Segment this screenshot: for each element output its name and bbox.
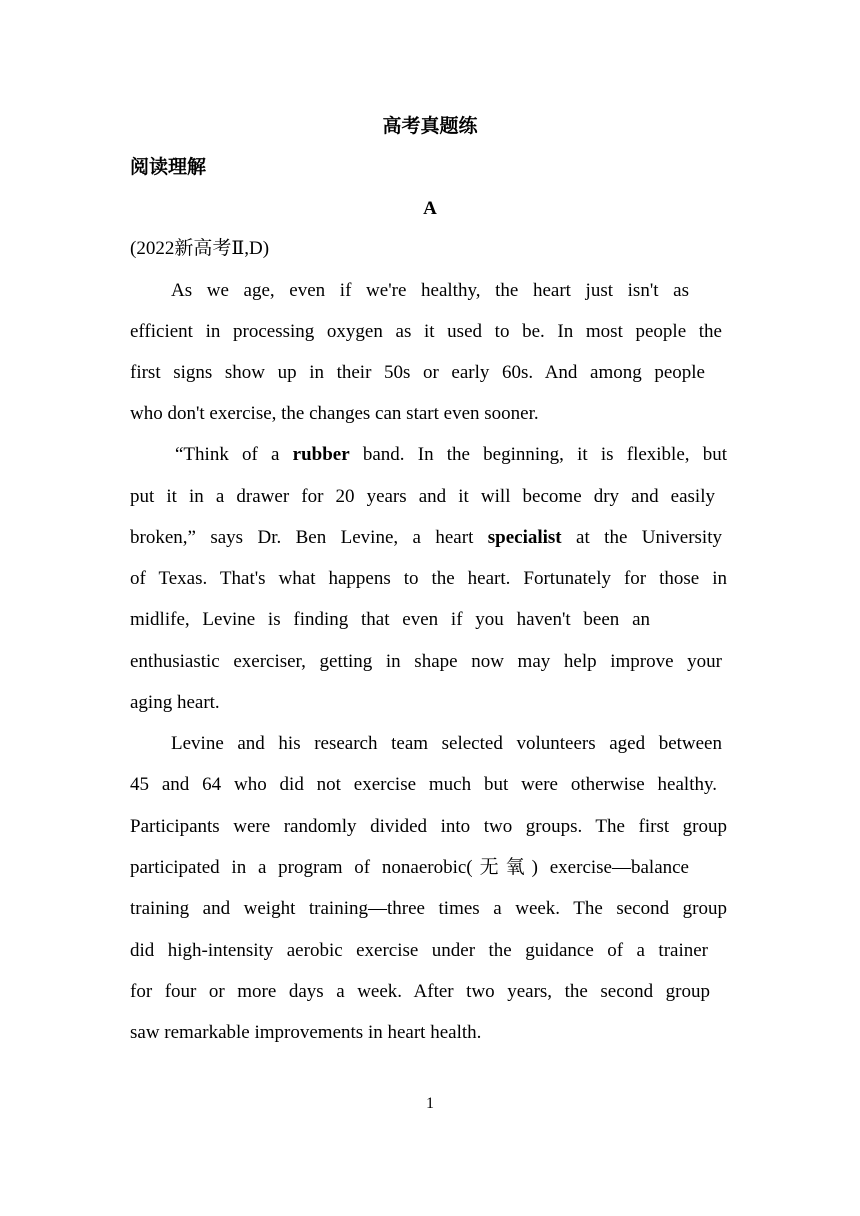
text-line: who don't exercise, the changes can start even sooner. (130, 403, 539, 424)
text-line: for four or more days a week. After two years, the second group (130, 981, 710, 1002)
text-run: at the University (561, 527, 722, 548)
page-number: 1 (426, 1095, 434, 1112)
text-run: band. In the beginning, it is flexible, but (349, 444, 727, 465)
text-line: aging heart. (130, 692, 220, 713)
text-line: did high-intensity aerobic exercise under the guidance of a trainer (130, 940, 708, 961)
text-line: enthusiastic exerciser, getting in shape now may help improve your (130, 651, 722, 672)
bold-word: rubber (292, 444, 350, 465)
source-citation: (2022新高考Ⅱ,D) (130, 238, 270, 259)
text-run: broken,” says Dr. Ben Levine, a heart (130, 527, 488, 548)
text-line: put it in a drawer for 20 years and it will become dry and easily (130, 486, 715, 507)
text-line: participated in a program of nonaerobic(无氧) exercise—balance (130, 857, 689, 878)
bold-word: specialist (487, 527, 562, 548)
text-line: As we age, even if we're healthy, the heart just isn't as (171, 280, 689, 301)
text-line: training and weight training—three times a week. The second group (130, 898, 727, 919)
text-line: midlife, Levine is finding that even if you haven't been an (130, 609, 650, 630)
passage-label: A (423, 198, 437, 219)
text-line: saw remarkable improvements in heart health. (130, 1022, 482, 1043)
text-line: Levine and his research team selected volunteers aged between (171, 733, 722, 754)
text-line: efficient in processing oxygen as it used to be. In most people the (130, 321, 722, 342)
section-heading: 阅读理解 (130, 156, 207, 178)
text-run: “Think of a (175, 444, 293, 465)
text-line (130, 525, 722, 551)
text-line: first signs show up in their 50s or early 60s. And among people (130, 362, 705, 383)
text-line: 45 and 64 who did not exercise much but were otherwise healthy. (130, 774, 717, 795)
page-title: 高考真题练 (382, 115, 478, 137)
text-line: Participants were randomly divided into two groups. The first group (130, 816, 727, 837)
text-line (175, 442, 727, 468)
text-line: of Texas. That's what happens to the heart. Fortunately for those in (130, 568, 727, 589)
